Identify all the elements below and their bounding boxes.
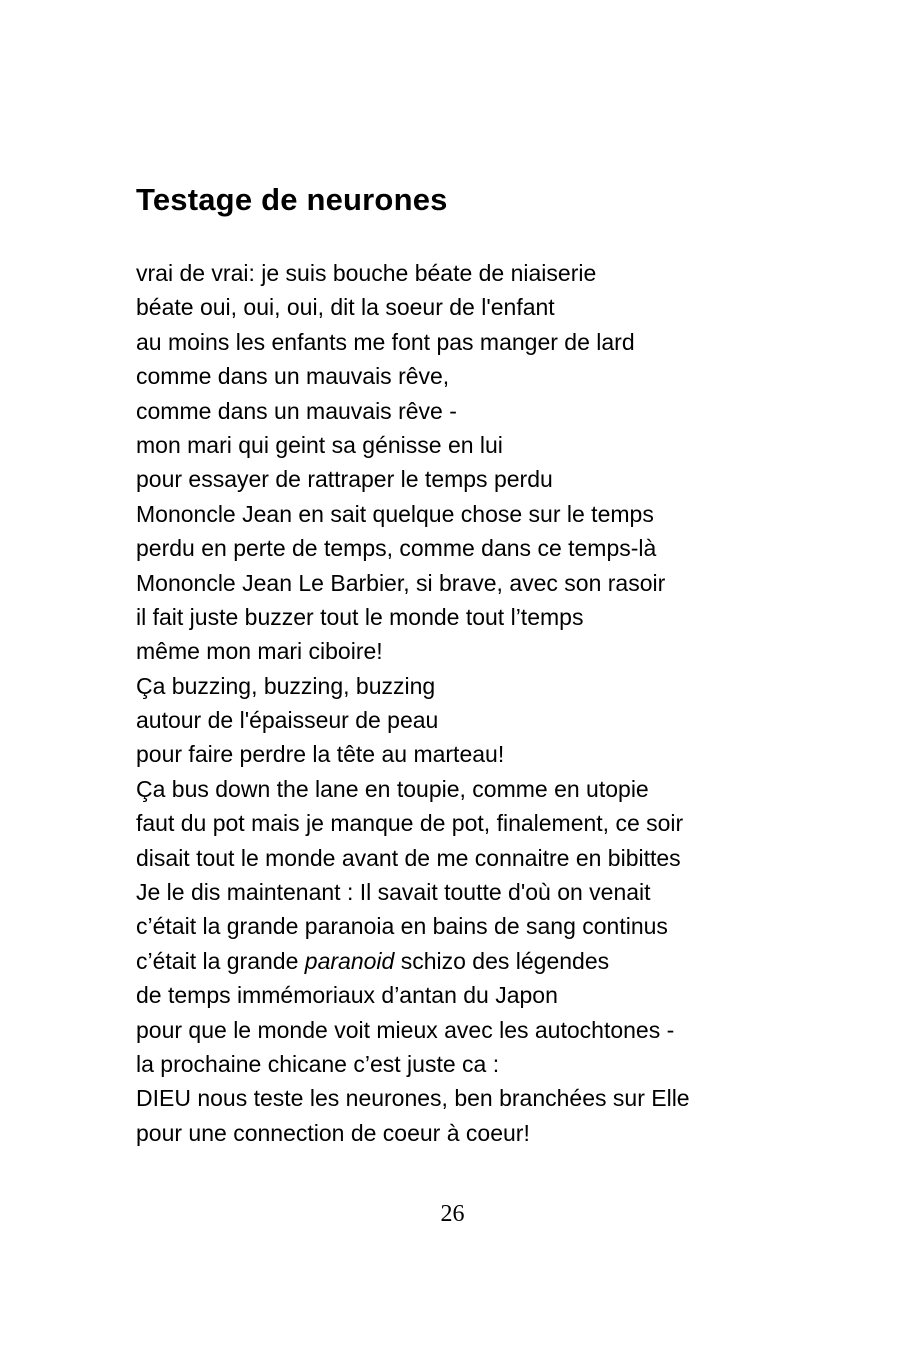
poem-line xyxy=(136,944,876,978)
poem-line: comme dans un mauvais rêve - xyxy=(136,397,457,424)
poem-line: Mononcle Jean en sait quelque chose sur le temps xyxy=(136,500,654,527)
poem-line: béate oui, oui, oui, dit la soeur de l'enfant xyxy=(136,294,555,321)
poem-line: mon mari qui geint sa génisse en lui xyxy=(136,431,503,458)
poem-line: autour de l'épaisseur de peau xyxy=(136,707,439,734)
poem-body xyxy=(136,256,876,1150)
poem-line: au moins les enfants me font pas manger de lard xyxy=(136,328,635,355)
poem-line: la prochaine chicane c’est juste ca : xyxy=(136,1050,500,1077)
poem-title: Testage de neurones xyxy=(136,182,448,217)
poem-line: de temps immémoriaux d’antan du Japon xyxy=(136,982,558,1009)
poem-line: c’était la grande paranoia en bains de sang continus xyxy=(136,913,668,940)
poem-line: il fait juste buzzer tout le monde tout l’temps xyxy=(136,603,584,630)
page-number: 26 xyxy=(440,1201,465,1227)
poem-line-segment: c’était la grande xyxy=(136,947,305,974)
poem-line: pour que le monde voit mieux avec les autochtones - xyxy=(136,1016,675,1043)
poem-line: même mon mari ciboire! xyxy=(136,638,383,665)
poem-line-segment: schizo des légendes xyxy=(394,947,610,974)
poem-line: Mononcle Jean Le Barbier, si brave, avec son rasoir xyxy=(136,569,666,596)
poem-line: faut du pot mais je manque de pot, finalement, ce soir xyxy=(136,810,684,837)
poem-line: Je le dis maintenant : Il savait toutte d'où on venait xyxy=(136,879,651,906)
poem-line: Ça bus down the lane en toupie, comme en utopie xyxy=(136,775,649,802)
poem-line: pour faire perdre la tête au marteau! xyxy=(136,741,505,768)
poem-line: comme dans un mauvais rêve, xyxy=(136,363,450,390)
poem-line: vrai de vrai: je suis bouche béate de niaiserie xyxy=(136,260,597,286)
poem-line: perdu en perte de temps, comme dans ce temps-là xyxy=(136,535,657,562)
poem-line: Ça buzzing, buzzing, buzzing xyxy=(136,672,436,699)
poem-line: disait tout le monde avant de me connaitre en bibittes xyxy=(136,844,681,871)
poem-line: DIEU nous teste les neurones, ben branchées sur Elle xyxy=(136,1085,690,1112)
poem-line: pour une connection de coeur à coeur! xyxy=(136,1119,530,1146)
poem-line-italic-word: paranoid xyxy=(304,947,395,974)
poem-line: pour essayer de rattraper le temps perdu xyxy=(136,466,553,493)
